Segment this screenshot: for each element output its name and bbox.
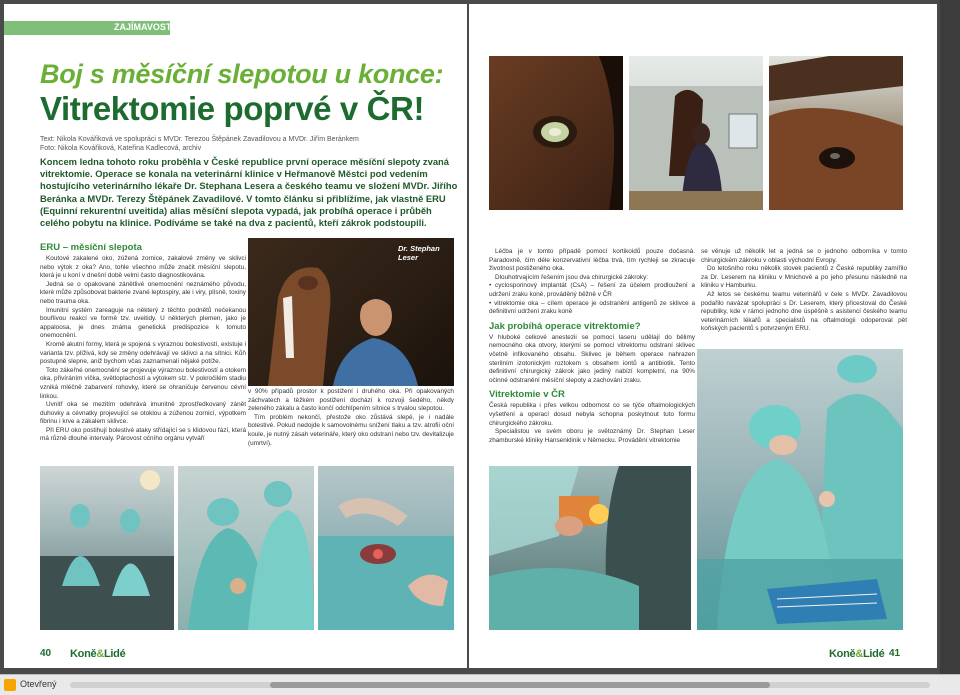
paragraph: se věnuje už několik let a jedná se o jednoho odborníka v tomto chirurgickém zákroku v oblasti východní Evropy. <box>701 248 907 264</box>
magazine-logo <box>829 648 884 660</box>
title-line-1: Boj s měsíční slepotou u konce: <box>40 59 444 89</box>
paragraph: Dlouhotrvajícím řešením jsou dva chirurgické zákroky: <box>495 273 649 281</box>
photo-caption: Dr. Stephan Leser <box>398 244 440 262</box>
paragraph: V hluboké celkové anestezii se pomocí laseru udělají do bělimy nemocného oka otvory, kterými se pomocí vitrektomu odstraní sklivec včetně infikovaného obsahu. Sklivec je během operace nahrazen sterilním izotonickým roztokem s obsahem iontů a antibiotik. Tento definitivní chirurgický zákrok jako jediný nabízí kompletní, na 90% očinné odstranění měsíční slepoty a zachování zraku. <box>489 333 695 384</box>
body-text <box>489 402 695 445</box>
magazine-logo <box>70 648 125 660</box>
scrollbar-thumb[interactable] <box>270 682 770 688</box>
left-column-1 <box>40 242 246 444</box>
page-number: 41 <box>889 648 901 659</box>
stable-illustration <box>629 56 763 210</box>
paragraph: Uvnitř oka se mezitím odehrává imunitně zprostředkovaný zánět duhovky a cévnatky projevující se otoklou a zúženou zornicí, výpotkem fibrinu i krve a zákalem sklivce. <box>40 401 246 426</box>
operating-room-illustration <box>40 466 174 630</box>
horse-stable-photo <box>629 56 763 210</box>
page-number: 40 <box>40 648 52 659</box>
paragraph: Česká republika i přes velkou odbornost co se týče oftalmologických vyšetření a operací dosud nebyla schopna poskytnout tuto formu chirurgického zákroku. <box>489 402 695 427</box>
status-bar <box>0 674 960 695</box>
body-text <box>701 248 907 334</box>
paragraph: Léčba je v tomto případě pomocí kortikoidů pouze dočasná. Paradoxně, čím déle konzervativní léčba trvá, tím rychleji se zkracuje životnost postiženého oka. <box>489 248 695 273</box>
bullet-item: • vitrektomie oka – cílem operace je odstranění antigenů ze sklivce a definitivní udržení zraku koně <box>489 299 695 316</box>
lead-paragraph: Koncem ledna tohoto roku proběhla v České republice první operace měsíční slepoty zvaná vitrektomie. Operace se konala na veterinární klinice v Heřmanově Městci pod vedením hostujícího veterinárního lékaře Dr. Stephana Lesera a českého teamu ve složení MVDr. Jiřího Beránka a MVDr. Terezy Štěpánek Zavadilové. V tomto článku si přiblížíme, jak vlastně ERU (Equinní rekurentní uveitida) alias měsíční slepota vypadá, jak probíhá operace i průběh celého pobytu na klinice. Podíváme se také na dva z pacientů, kteří zákrok podstoupili. <box>40 156 458 229</box>
surgery-photo-1 <box>40 466 174 630</box>
section-tag <box>4 21 174 35</box>
heading-vitrectomy-cr: Vitrektomie v ČR <box>489 389 565 401</box>
right-column-2 <box>701 248 907 334</box>
doctor-photo <box>248 238 454 386</box>
heading-eru: ERU – měsíční slepota <box>40 242 142 253</box>
surgery-photo-2 <box>178 466 314 630</box>
horse-eye-photo-1 <box>489 56 623 210</box>
credits <box>40 135 359 153</box>
surgery-photo-4 <box>489 466 691 630</box>
logo-ampersand: & <box>96 648 104 660</box>
right-page <box>469 4 937 668</box>
body-text <box>40 255 246 444</box>
logo-ampersand: & <box>855 648 863 660</box>
viewer-side-panel <box>940 0 960 694</box>
horizontal-scrollbar[interactable] <box>70 682 930 688</box>
body-text <box>248 388 454 448</box>
horse-head-illustration <box>769 56 903 210</box>
microscope-surgery-illustration <box>489 466 691 630</box>
surgery-photo-5 <box>697 349 903 630</box>
body-text <box>489 334 695 386</box>
left-column-2 <box>248 388 454 448</box>
right-column-1 <box>489 248 695 445</box>
horse-eye-photo-2 <box>769 56 903 210</box>
logo-part-b: Lidé <box>862 648 885 660</box>
credit-photo: Foto: Nikola Kovářiková, Kateřina Kadlecová, archiv <box>40 145 202 152</box>
body-text <box>489 248 695 317</box>
bullet-item: • cyclosporinový implantát (CsA) – řešení za účelem prodloužení a udržení zraku koně, prováděný běžně v ČR <box>489 282 695 298</box>
title-line-2: Vitrektomie poprvé v ČR! <box>40 90 425 127</box>
logo-part-a: Koně <box>829 648 856 660</box>
surgery-photo-3 <box>318 466 454 630</box>
surgical-team-illustration <box>697 349 903 630</box>
paragraph: Specialistou ve svém oboru je světoznámý Dr. Stephan Leser zhamburské kliniky Hansenklinik v Německu. Provádění vitrektomie <box>489 428 695 444</box>
paragraph: Toto zákeřné onemocnění se projevuje výraznou bolestivostí a otokem oka, přivíráním víčka, světloplachostí a výtokem slz. V pokročilém stadiu vzniká mléčně zabarvení rohovky, které se ohraničuje červenou cévní linkou. <box>40 366 246 400</box>
section-tag-label: ZAJÍMAVOSTI <box>114 22 174 32</box>
paragraph: Koutové zakalené oko, zúžená zornice, zakalové změny ve sklivci nebo výtok z oka? Ano, tohle všechno může značit měsíční slepotu, která je u koní v dnešní době velmi často diagnostikována. <box>40 255 246 280</box>
horse-eye-illustration <box>489 56 623 210</box>
paragraph: Tím problém nekončí, přestože oko zůstává slepé, je i nadále bolestivé. Pokud nedojde k samovolnému snížení tlaku a tzv. atrofii oční koule, je nutný zásah veterináře, který oko odstraní nebo tzv. devitalizuje (umrtví). <box>248 413 454 447</box>
paragraph: Jedná se o opakované zánětlivé onemocnění neznámého původu, které může způsobovat bakterie zvané leptospiry, ale i viry, plísně, toxiny nebo trauma oka. <box>40 280 246 305</box>
logo-part-a: Koně <box>70 648 97 660</box>
eye-surgery-illustration <box>318 466 454 630</box>
document-icon[interactable] <box>4 679 16 691</box>
status-label: Otevřený <box>20 679 57 689</box>
paragraph: Do letošního roku několik stovek pacientů z České republiky zamířilo za Dr. Leserem na kliniku v Mnichově a po jeho přesunu následně na kliniku v Hamburku. <box>701 265 907 290</box>
logo-part-b: Lidé <box>103 648 126 660</box>
paragraph: v 90% případů prostor k postižení i druhého oka. Při opakovaných záchvatech a těžkém postižení dochází k rozvoji šedého, někdy zeleného zákalu a často končí odchlípením sítnice s trvalou slepotou. <box>248 388 454 413</box>
credit-text: Text: Nikola Kovářiková ve spolupráci s MVDr. Terezou Štěpánek Zavadilovou a MVDr. Jiřím Beránkem <box>40 136 359 143</box>
paragraph: Až letos se českému teamu veterinářů v čele s MVDr. Zavadilovou podařilo navázat spolupráci s Dr. Leserem, který přicestoval do České republiky, kde v rámci jednoho dne úspěšně s asistencí českého teamu veterinárních lékařů a specialistů na oftalmologii odoperoval pět koňských pacientů s potvrzeným ERU. <box>701 290 907 333</box>
paragraph: Při ERU oko postihují bolestivé ataky střídající se s klidovou fází, která má různě dlouhé intervaly. Párovost očního orgánu vytváří <box>40 426 246 443</box>
paragraph: Kromě akutní formy, která je spojená s výraznou bolestivostí, existuje i varianta tzv. plíživá, kdy se změny odehrávají ve sklivci a na sítnici. Kůň postupně slepne, aniž bychom včas zaznamenali nějaké potíže. <box>40 340 246 366</box>
heading-operation: Jak probíhá operace vitrektomie? <box>489 320 641 332</box>
left-page <box>4 4 467 668</box>
surgeons-illustration <box>178 466 314 630</box>
paragraph: Imunitní systém zareaguje na některý z těchto podnětů nečekanou bouřlivou reakcí ve formě tzv. uveitidy. U některých plemen, jako je appaloosa, je dnes známa genetická predispozice k tomuto onemocnění. <box>40 306 246 340</box>
